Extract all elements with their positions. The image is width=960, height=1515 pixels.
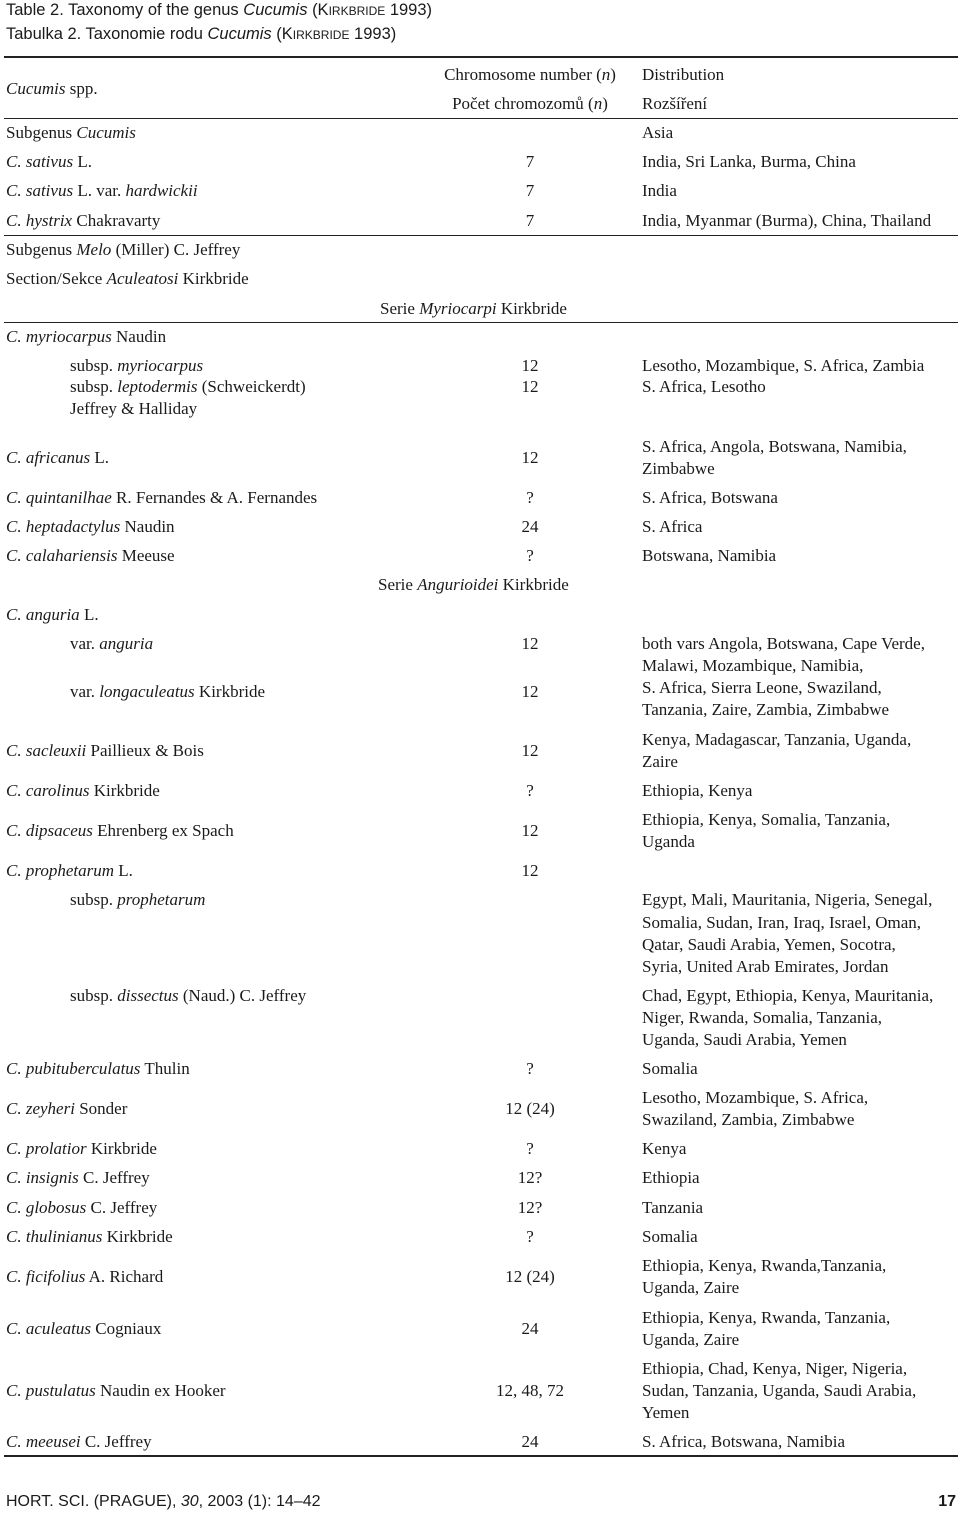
text: , 2003 (1): 14–42 (198, 1493, 321, 1510)
text: C. Jeffrey (78, 1168, 150, 1187)
text: longaculeatus (99, 682, 195, 701)
text: Subgenus (6, 240, 77, 259)
text: (Naud.) C. Jeffrey (178, 986, 307, 1005)
text: Serie (380, 299, 420, 318)
text: C. Jeffrey (86, 1198, 158, 1217)
text: C. dipsaceus (6, 821, 93, 840)
distribution-cell: Yemen (642, 1403, 690, 1422)
subgenus-label (6, 239, 240, 260)
header-rule (4, 118, 958, 119)
subspecies-name (70, 355, 203, 376)
header-genus: Cucumis (6, 79, 66, 98)
species-name (6, 820, 234, 841)
distribution-cell: S. Africa (642, 517, 703, 536)
header-distribution-en: Distribution (642, 65, 725, 84)
text: Chakravarty (72, 211, 161, 230)
distribution-cell: Niger, Rwanda, Somalia, Tanzania, (642, 1008, 882, 1027)
serie-label (378, 574, 569, 595)
text: var. (70, 682, 100, 701)
subgenus-label (6, 122, 136, 143)
distribution-cell: Swaziland, Zambia, Zimbabwe (642, 1110, 855, 1129)
distribution-cell: S. Africa, Lesotho (642, 377, 766, 396)
text: C. aculeatus (6, 1319, 91, 1338)
text: Meeuse (117, 546, 175, 565)
variety-name (70, 633, 153, 654)
distribution-cell: S. Africa, Sierra Leone, Swaziland, (642, 678, 882, 697)
distribution-cell: Malawi, Mozambique, Namibia, (642, 656, 864, 675)
chromosome-cell: 12 (521, 861, 539, 880)
distribution-cell: both vars Angola, Botswana, Cape Verde, (642, 634, 925, 653)
text: C. heptadactylus (6, 517, 121, 536)
distribution-cell: Qatar, Saudi Arabia, Yemen, Socotra, (642, 935, 896, 954)
text: C. calahariensis (6, 546, 118, 565)
text: var. (70, 634, 100, 653)
text: subsp. (70, 890, 118, 909)
species-name (6, 1138, 157, 1159)
text: Počet chromozomů ( (452, 94, 594, 113)
distribution-cell: Zaire (642, 752, 678, 771)
distribution-cell: Kenya (642, 1139, 687, 1158)
table-bottom-rule (4, 1455, 958, 1457)
text: ) (602, 94, 608, 113)
text: leptodermis (117, 377, 198, 396)
chromosome-cell: ? (526, 781, 534, 800)
species-name (6, 1380, 226, 1401)
distribution-cell: Ethiopia, Kenya (642, 781, 753, 800)
table-caption-en (6, 0, 432, 20)
distribution-cell: Chad, Egypt, Ethiopia, Kenya, Mauritania, (642, 986, 934, 1005)
text: Cogniaux (91, 1319, 162, 1338)
text: Melo (76, 240, 112, 259)
distribution-cell: Ethiopia, Kenya, Rwanda,Tanzania, (642, 1256, 887, 1275)
text: Paillieux & Bois (86, 741, 204, 760)
species-name (6, 180, 198, 201)
distribution-cell: Somalia, Sudan, Iran, Iraq, Israel, Oman, (642, 913, 921, 932)
page-number: 17 (938, 1493, 956, 1510)
chromosome-cell: 12 (24) (505, 1099, 555, 1118)
species-name (6, 516, 175, 537)
text: Kirkbride (498, 575, 569, 594)
chromosome-cell: 7 (525, 181, 535, 200)
text: C. globosus (6, 1198, 87, 1217)
text: hardwickii (125, 181, 198, 200)
species-name (6, 326, 166, 347)
distribution-cell: Tanzania (642, 1198, 704, 1217)
text: n (593, 94, 603, 113)
text: C. Jeffrey (80, 1432, 152, 1451)
header-chromosome-en (420, 64, 640, 85)
species-name (6, 1431, 152, 1452)
chromosome-cell: 12 (521, 377, 539, 396)
caption-author: (Kirkbride 1993) (276, 25, 397, 43)
text: Kirkbride (178, 269, 249, 288)
text: C. prophetarum (6, 861, 114, 880)
text: Thulin (140, 1059, 190, 1078)
text: L. (114, 861, 133, 880)
species-name (6, 1226, 173, 1247)
distribution-cell: Syria, United Arab Emirates, Jordan (642, 957, 889, 976)
chromosome-cell: ? (526, 1227, 534, 1246)
distribution-cell: India, Sri Lanka, Burma, China (642, 152, 856, 171)
chromosome-cell: 12? (517, 1198, 543, 1217)
text: C. meeusei (6, 1432, 81, 1451)
text: dissectus (117, 986, 179, 1005)
text: Naudin (120, 517, 175, 536)
chromosome-cell: 12 (24) (505, 1267, 555, 1286)
distribution-cell: S. Africa, Botswana, Namibia (642, 1432, 846, 1451)
subspecies-author: Jeffrey & Halliday (70, 399, 198, 418)
distribution-cell: Lesotho, Mozambique, S. Africa, (642, 1088, 869, 1107)
species-name (6, 1197, 157, 1218)
text: Kirkbride (102, 1227, 173, 1246)
distribution-cell: Egypt, Mali, Mauritania, Nigeria, Senegal, (642, 890, 933, 909)
species-name (6, 1098, 127, 1119)
section-rule (4, 322, 958, 323)
text: C. africanus (6, 448, 91, 467)
text: C. myriocarpus (6, 327, 112, 346)
text: C. pustulatus (6, 1381, 96, 1400)
chromosome-cell: 12 (521, 356, 539, 375)
distribution-cell: India (642, 181, 677, 200)
distribution-cell: Ethiopia, Kenya, Rwanda, Tanzania, (642, 1308, 891, 1327)
chromosome-cell: ? (526, 546, 534, 565)
text: Kirkbride (194, 682, 266, 701)
text: Aculeatosi (106, 269, 179, 288)
text: C. anguria (6, 605, 80, 624)
text: C. sacleuxii (6, 741, 87, 760)
text: Naudin ex Hooker (95, 1381, 226, 1400)
table-top-rule (4, 56, 958, 58)
section-rule (4, 235, 958, 236)
distribution-cell: Uganda, Saudi Arabia, Yemen (642, 1030, 847, 1049)
text: L. (79, 605, 99, 624)
text: Cucumis (76, 123, 136, 142)
chromosome-cell: 7 (525, 152, 535, 171)
text: Kirkbride (86, 1139, 157, 1158)
species-name (6, 740, 204, 761)
chromosome-cell: 12 (521, 821, 539, 840)
species-name (6, 210, 160, 231)
species-name (6, 151, 92, 172)
distribution-cell: Zimbabwe (642, 459, 715, 478)
chromosome-cell: 24 (521, 1319, 539, 1338)
distribution-cell: Uganda (642, 832, 695, 851)
caption-genus: Cucumis (243, 1, 308, 19)
text: myriocarpus (117, 356, 204, 375)
text: HORT. SCI. (PRAGUE), (6, 1493, 181, 1510)
text: C. sativus (6, 181, 74, 200)
text: Subgenus (6, 123, 77, 142)
text: L. (73, 152, 92, 171)
chromosome-cell: ? (526, 1059, 534, 1078)
text: Kirkbride (496, 299, 567, 318)
distribution-cell: Uganda, Zaire (642, 1330, 740, 1349)
text: L. (90, 448, 109, 467)
text: C. pubituberculatus (6, 1059, 141, 1078)
distribution-cell: Asia (642, 123, 674, 142)
text: Kirkbride (89, 781, 160, 800)
chromosome-cell: 7 (525, 211, 535, 230)
text: A. Richard (85, 1267, 164, 1286)
text: C. carolinus (6, 781, 90, 800)
text: (Miller) C. Jeffrey (111, 240, 241, 259)
text: C. sativus (6, 152, 74, 171)
text: Chromosome number ( (444, 65, 602, 84)
text: C. prolatior (6, 1139, 87, 1158)
species-name (6, 545, 175, 566)
text: C. hystrix (6, 211, 73, 230)
text: C. insignis (6, 1168, 79, 1187)
species-name (6, 1058, 190, 1079)
text: subsp. (70, 986, 118, 1005)
chromosome-cell: 12 (521, 741, 539, 760)
text: 30 (180, 1493, 199, 1510)
text: Serie (378, 575, 418, 594)
distribution-cell: S. Africa, Botswana (642, 488, 778, 507)
subspecies-name (70, 376, 306, 397)
text: subsp. (70, 377, 118, 396)
text: Naudin (111, 327, 167, 346)
text: Myriocarpi (419, 299, 497, 318)
distribution-cell: Lesotho, Mozambique, S. Africa, Zambia (642, 356, 925, 375)
text: Sonder (74, 1099, 128, 1118)
serie-label (380, 298, 567, 319)
distribution-cell: Ethiopia, Chad, Kenya, Niger, Nigeria, (642, 1359, 908, 1378)
journal-citation (6, 1493, 321, 1511)
caption-text: Table 2. Taxonomy of the genus (6, 1, 244, 19)
text: C. zeyheri (6, 1099, 75, 1118)
chromosome-cell: ? (526, 488, 534, 507)
text: C. quintanilhae (6, 488, 112, 507)
chromosome-cell: 12, 48, 72 (496, 1381, 564, 1400)
distribution-cell: Somalia (642, 1059, 698, 1078)
table-caption-cz (6, 24, 396, 44)
header-distribution-cz: Rozšíření (642, 94, 708, 113)
header-chromosome-cz (420, 93, 640, 114)
text: Ehrenberg ex Spach (92, 821, 234, 840)
distribution-cell: Ethiopia (642, 1168, 700, 1187)
text: Angurioidei (417, 575, 499, 594)
header-spp: spp. (65, 79, 98, 98)
text: n (601, 65, 611, 84)
distribution-cell: S. Africa, Angola, Botswana, Namibia, (642, 437, 907, 456)
caption-genus: Cucumis (207, 25, 272, 43)
chromosome-cell: 12? (517, 1168, 543, 1187)
header-species (6, 78, 98, 99)
text: subsp. (70, 356, 118, 375)
section-label (6, 268, 249, 289)
caption-author: (Kirkbride 1993) (312, 1, 433, 19)
distribution-cell: Kenya, Madagascar, Tanzania, Uganda, (642, 730, 912, 749)
distribution-cell: India, Myanmar (Burma), China, Thailand (642, 211, 932, 230)
text: C. thulinianus (6, 1227, 103, 1246)
chromosome-cell: 12 (521, 448, 539, 467)
distribution-cell: Sudan, Tanzania, Uganda, Saudi Arabia, (642, 1381, 917, 1400)
species-name (6, 860, 133, 881)
text: prophetarum (117, 890, 206, 909)
chromosome-cell: 12 (521, 682, 539, 701)
text: L. var. (73, 181, 126, 200)
species-name (6, 447, 109, 468)
chromosome-cell: 12 (521, 634, 539, 653)
text: R. Fernandes & A. Fernandes (111, 488, 318, 507)
chromosome-cell: 24 (521, 517, 539, 536)
caption-text: Tabulka 2. Taxonomie rodu (6, 25, 208, 43)
text: (Schweickerdt) (197, 377, 306, 396)
species-name (6, 1318, 161, 1339)
species-name (6, 780, 160, 801)
text: ) (610, 65, 616, 84)
distribution-cell: Tanzania, Zaire, Zambia, Zimbabwe (642, 700, 890, 719)
text: C. ficifolius (6, 1267, 86, 1286)
subspecies-name (70, 889, 205, 910)
species-name (6, 1266, 163, 1287)
species-name (6, 487, 317, 508)
chromosome-cell: 24 (521, 1432, 539, 1451)
species-name (6, 1167, 150, 1188)
distribution-cell: Botswana, Namibia (642, 546, 777, 565)
subspecies-name (70, 985, 306, 1006)
text: anguria (99, 634, 154, 653)
distribution-cell: Somalia (642, 1227, 698, 1246)
distribution-cell: Ethiopia, Kenya, Somalia, Tanzania, (642, 810, 891, 829)
chromosome-cell: ? (526, 1139, 534, 1158)
text: Section/Sekce (6, 269, 107, 288)
variety-name (70, 681, 265, 702)
distribution-cell: Uganda, Zaire (642, 1278, 740, 1297)
species-name (6, 604, 99, 625)
